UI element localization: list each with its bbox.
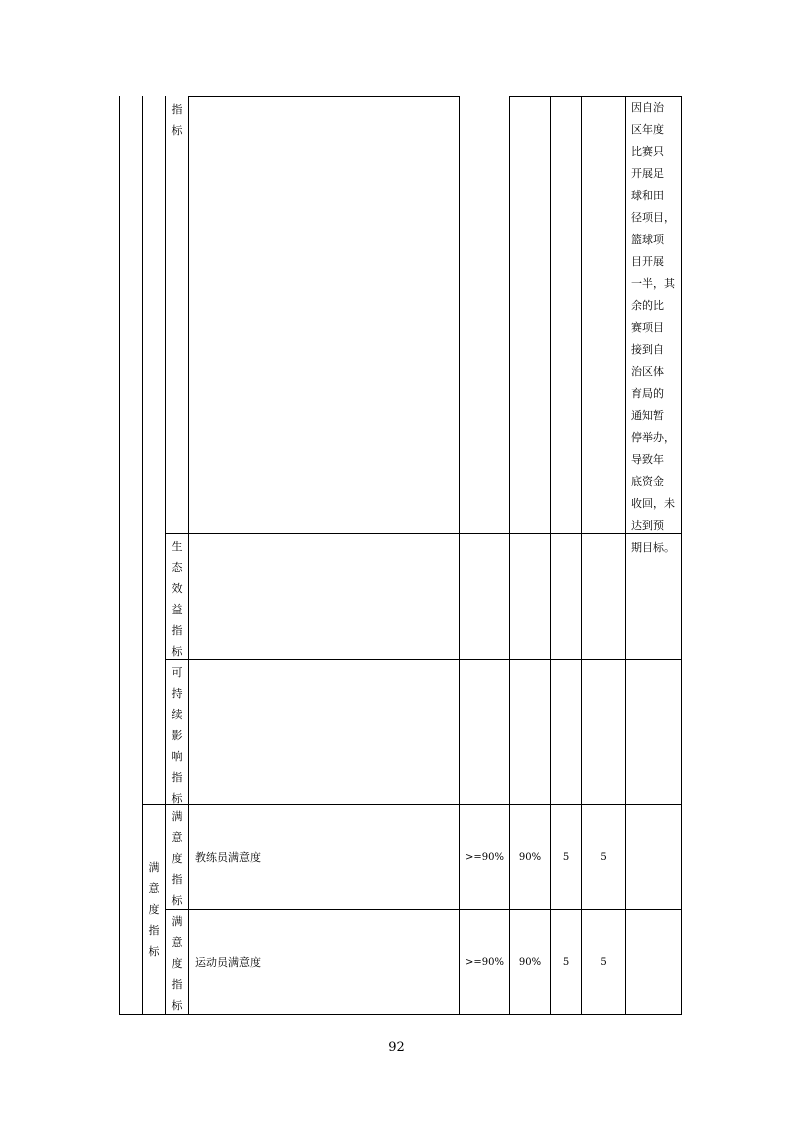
rule [188,96,460,97]
sustainable-indicator-label: 可 持 续 影 响 指 标 [171,666,183,805]
score-value: 5 [600,956,607,968]
rule [625,96,626,1015]
weight-value: 5 [562,851,570,863]
indicator-name: 教练员满意度 [195,851,261,864]
rule [142,96,143,1015]
rule [119,96,120,1015]
page-number: 92 [388,1040,405,1055]
actual-value: 90% [518,956,542,968]
row-sub-label: 满 意 度 指 标 [171,810,183,907]
row-sub-label: 满 意 度 指 标 [171,915,183,1012]
target-value: >=90% [465,851,504,863]
actual-value: 90% [518,851,542,863]
rule [165,659,682,660]
satisfaction-group-label: 满 意 度 指 标 [148,861,160,958]
indicator-name: 运动员满意度 [195,956,261,969]
ecological-indicator-label: 生 态 效 益 指 标 [171,540,183,658]
rule [681,96,682,1015]
remark-text: 因自治 区年度 比赛只 开展足 球和田 径项目， 篮球项 目开展 一半，其 余的比 赛项目 接到自 治区体 育局的 通知暂 停举办， 导致年 底资金 收回，未 达到预 期目标。 [631,101,675,554]
target-value: >=90% [465,956,504,968]
rule [188,96,189,1015]
score-value: 5 [600,851,607,863]
rule [119,1014,682,1015]
rule [165,533,682,534]
indicator-label: 指 标 [171,103,183,137]
rule [165,96,166,1015]
weight-value: 5 [562,956,570,968]
